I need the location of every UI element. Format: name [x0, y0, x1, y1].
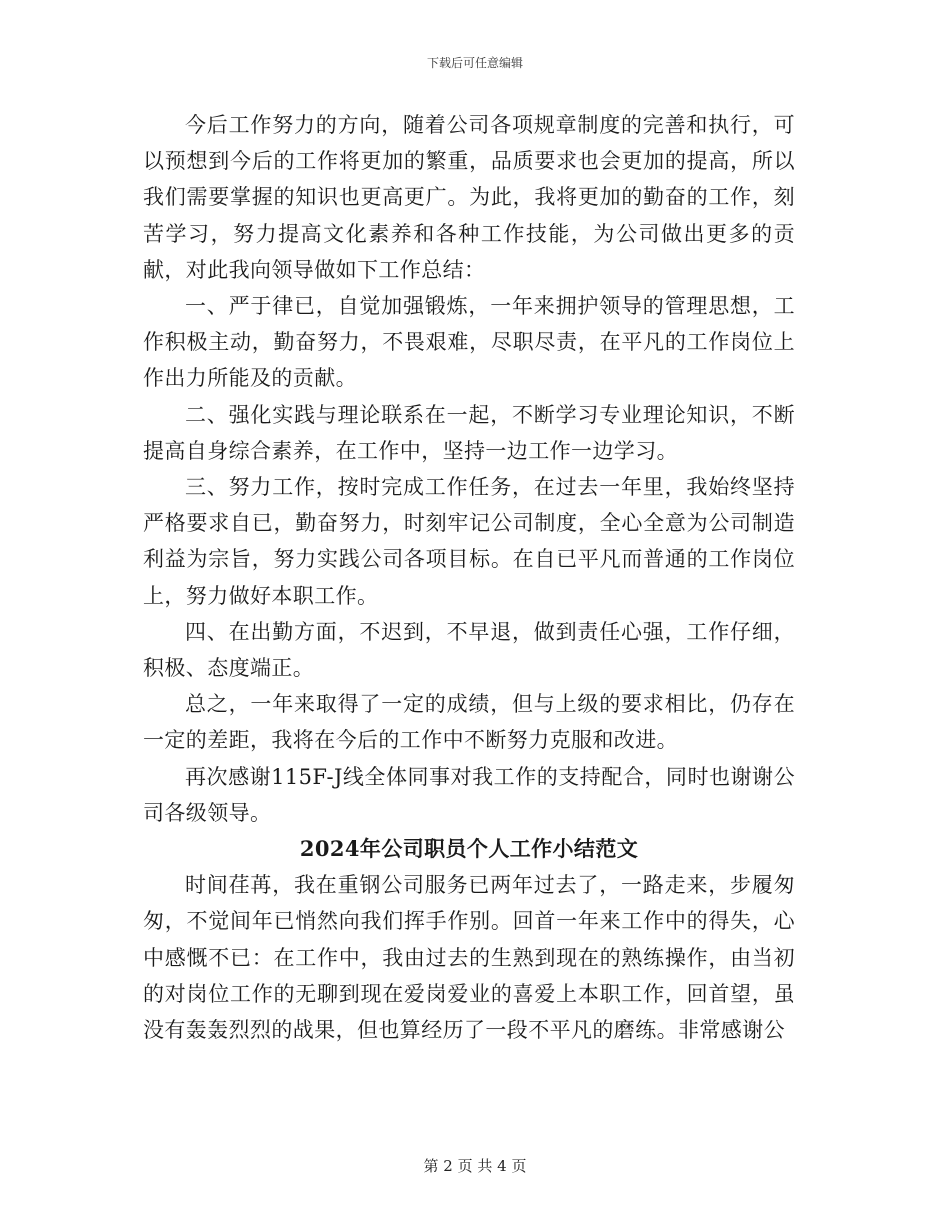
paragraph-thanks: 再次感谢115F-J线全体同事对我工作的支持配合，同时也谢谢公司各级领导。	[143, 764, 795, 825]
page-number: 第 2 页 共 4 页	[423, 1157, 527, 1175]
document-body	[143, 107, 795, 1048]
page-header-note: 下载后可任意编辑	[426, 56, 523, 70]
paragraph-item-2: 二、强化实践与理论联系在一起，不断学习专业理论知识，不断提高自身综合素养，在工作中，坚持一边工作一边学习。	[143, 402, 795, 463]
paragraph-intro: 今后工作努力的方向，随着公司各项规章制度的完善和执行，可以预想到今后的工作将更加的繁重，品质要求也会更加的提高，所以我们需要掌握的知识也更高更广。为此，我将更加的勤奋的工作，刻苦学习，努力提高文化素养和各种工作技能，为公司做出更多的贡献，对此我向领导做如下工作总结：	[143, 113, 795, 282]
paragraph-item-4: 四、在出勤方面，不迟到，不早退，做到责任心强，工作仔细，积极、态度端正。	[143, 619, 795, 681]
paragraph-conclusion: 总之，一年来取得了一定的成绩，但与上级的要求相比，仍存在一定的差距，我将在今后的工作中不断努力克服和改进。	[143, 692, 795, 753]
section-title: 2024年公司职员个人工作小结范文	[299, 836, 639, 862]
paragraph-item-3: 三、努力工作，按时完成工作任务，在过去一年里，我始终坚持严格要求自已，勤奋努力，时刻牢记公司制度，全心全意为公司制造利益为宗旨，努力实践公司各项目标。在自已平凡而普通的工作岗位上，努力做好本职工作。	[143, 475, 795, 608]
paragraph-item-1: 一、严于律已，自觉加强锻炼，一年来拥护领导的管理思想，工作积极主动，勤奋努力，不畏艰难，尽职尽责，在平凡的工作岗位上作出力所能及的贡献。	[143, 294, 795, 391]
paragraph-section-1: 时间荏苒，我在重钢公司服务已两年过去了，一路走来，步履匆匆，不觉间年已悄然向我们挥手作别。回首一年来工作中的得失，心中感慨不已：在工作中，我由过去的生熟到现在的熟练操作，由当初的对岗位工作的无聊到现在爱岗爱业的喜爱上本职工作，回首望，虽没有轰轰烈烈的战果，但也算经历了一段不平凡的磨练。非常感谢公	[143, 873, 795, 1043]
